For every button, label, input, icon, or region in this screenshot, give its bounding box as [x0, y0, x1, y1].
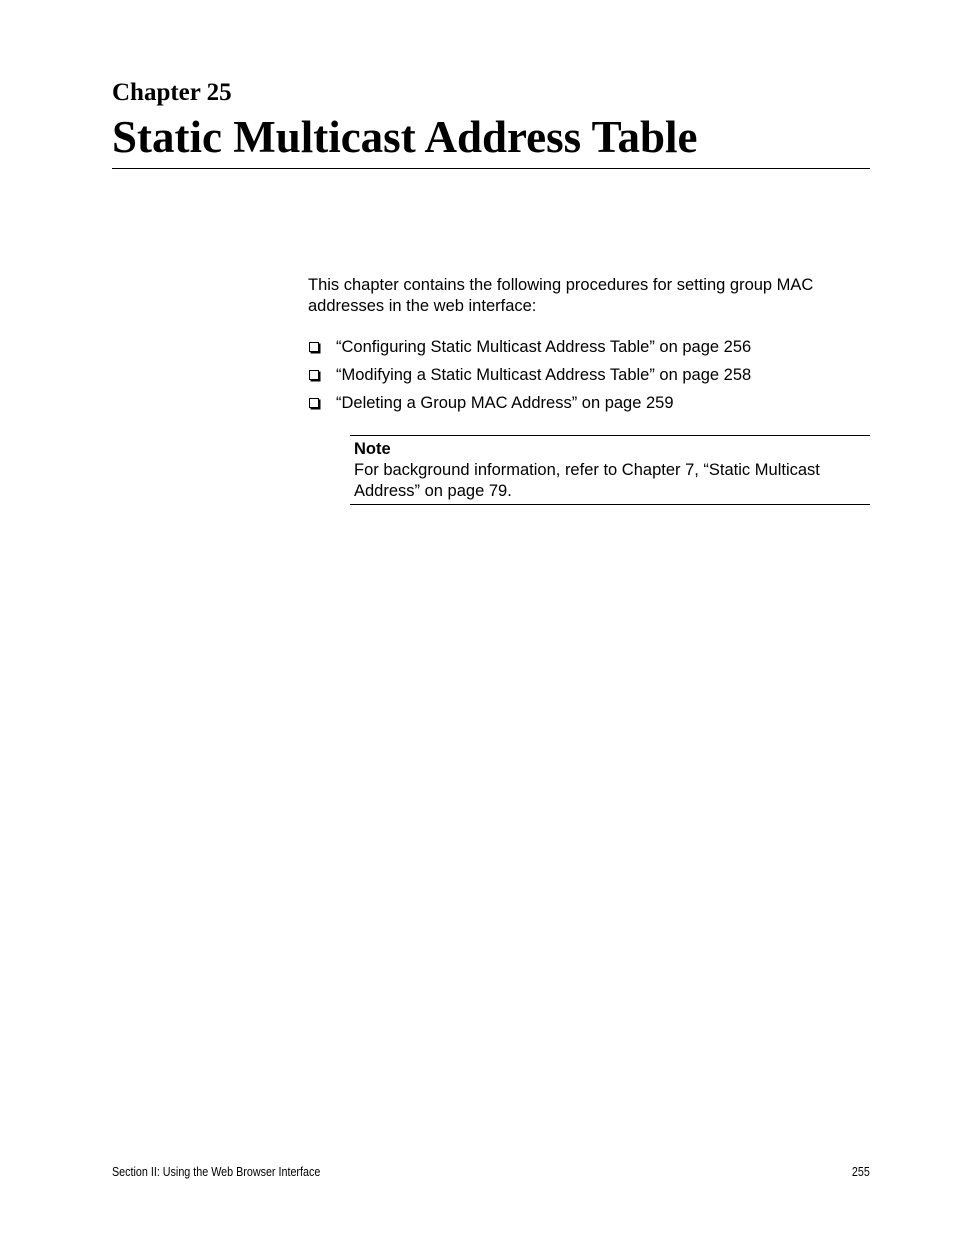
procedure-list	[308, 333, 868, 417]
checkbox-icon	[309, 370, 319, 380]
chapter-title: Static Multicast Address Table	[112, 112, 698, 162]
intro-paragraph: This chapter contains the following procedures for setting group MAC addresses in the web interface:	[308, 276, 814, 315]
procedure-link-modifying[interactable]: “Modifying a Static Multicast Address Table” on page 258	[336, 365, 752, 384]
list-item	[308, 333, 868, 361]
procedure-link-configuring[interactable]: “Configuring Static Multicast Address Table” on page 256	[336, 337, 752, 356]
footer-section-title: Section II: Using the Web Browser Interface	[112, 1165, 321, 1179]
checkbox-icon	[309, 398, 319, 408]
checkbox-icon	[309, 342, 319, 352]
note-box	[350, 435, 870, 505]
note-heading: Note	[354, 440, 391, 458]
list-item	[308, 361, 868, 389]
procedure-link-deleting[interactable]: “Deleting a Group MAC Address” on page 259	[336, 393, 674, 412]
footer-page-number: 255	[852, 1165, 870, 1179]
note-body: For background information, refer to Chapter 7, “Static Multicast Address” on page 79.	[354, 461, 820, 500]
title-divider	[112, 168, 870, 169]
list-item	[308, 389, 868, 417]
chapter-label: Chapter 25	[112, 79, 232, 106]
